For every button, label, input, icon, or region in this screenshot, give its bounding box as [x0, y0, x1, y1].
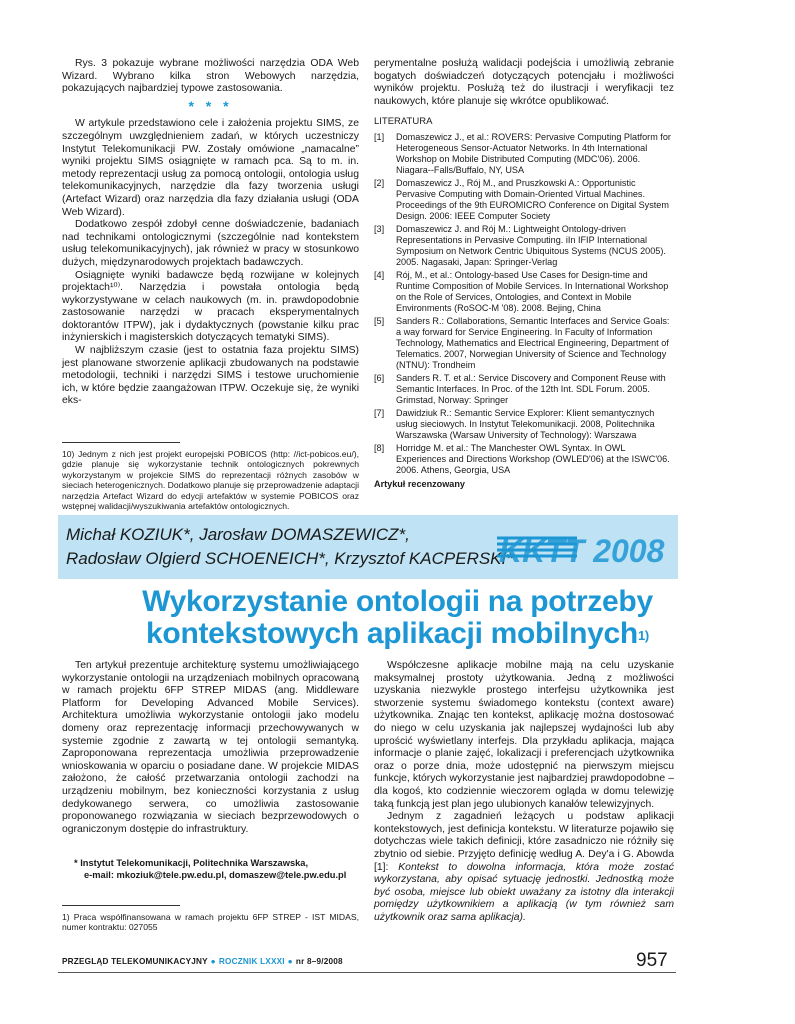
journal-footer	[62, 957, 343, 966]
reference-number: [2]	[374, 177, 385, 188]
title-footnote-mark: 1)	[637, 628, 649, 643]
authors-line: Radosław Olgierd SCHOENEICH*, Krzysztof KACPERSKI*	[66, 549, 513, 568]
intro-paragraph: Rys. 3 pokazuje wybrane możliwości narzędzia ODA Web Wizard. Wybrano kilka stron Webowych narzędzia, pokazujących najbardziej typowe zastosowania.	[62, 58, 359, 95]
bullet-icon: ●	[287, 957, 293, 966]
authors-line: Michał KOZIUK*, Jarosław DOMASZEWICZ*,	[66, 525, 410, 544]
footnote-divider	[62, 442, 180, 443]
reference-text: Sanders R.: Collaborations, Semantic Interfaces and Service Goals: a way forward for Service Engineering. In Faculty of Information Technology, Mathematics and Electrical Engineering, Department of Telematics. 2007, Norwegian University of Science and Technology (NTNU): Trondheim	[396, 315, 670, 370]
reference-item	[374, 408, 674, 441]
reference-number: [5]	[374, 315, 385, 326]
paragraph: perymentalne posłużą walidacji podejścia i umożliwią zebranie bogatych doświadczeń dotyczących potencjału i możliwości wyników projektu. Posłużą też do ilustracji i weryfikacji tez naukowych, które planuje się wkrótce opublikować.	[374, 58, 674, 107]
logo-text: KKTT 2008	[499, 533, 665, 568]
paragraph: Współczesne aplikacje mobilne mają na celu uzyskanie maksymalnej prostoty użytkowania. Jedną z możliwości uzyskania niezwykle prostego interfejsu użytkownika jest stworzenie systemu świadomego kontekstu (context aware) użytkownika. Znając ten kontekst, aplikację można dostosować do niego w celu uzyskania jak najlepszej wydajności lub aby uprościć wyświetlany interfejs. Dla przykładu aplikacja, mająca informacje o planie zajęć, lokalizacji i preferencjach użytkownika oraz o porze dnia, może udostępnić na pierwszym miejscu funkcje, których wykorzystanie jest najbardziej prawdopodobne – dla kogoś, kto codziennie wieczorem ogląda w domu telewizję taką funkcją jest plan jego ulubionych kanałów telewizyjnych.	[374, 660, 674, 810]
section-separator: * * *	[188, 97, 233, 114]
reference-item	[374, 270, 674, 314]
title-line: kontekstowych aplikacji mobilnych	[146, 617, 638, 650]
footnote-divider	[62, 905, 180, 906]
reference-item	[374, 373, 674, 406]
journal-volume: ROCZNIK LXXXI	[218, 957, 285, 966]
reference-text: Domaszewicz J., Rój M., and Pruszkowski A.: Opportunistic Pervasive Computing with Domain-Oriented Virtual Machines. Proceedings of the 9th EUROMICRO Conference on Digital System Design. 2006: IEEE Computer Society	[396, 177, 669, 221]
footnote-10: 10) Jednym z nich jest projekt europejski POBICOS (http: //ict-pobicos.eu/), gdzie planuje się wykorzystanie technik ontologicznych pokrewnych wykorzystanym w projekcie SIMS do reprezentacji różnych zasobów w sieciach heterogenicznych. Dodatkowo planuje się przeprowadzenie adaptacji narzędzia Artefact Wizard do edycji artefaktów w systemie POBICOS oraz wstępnej walidacji/wyszukiwania artefaktów ontologicznych.	[62, 449, 359, 512]
definition-quote: Kontekst to dowolna informacja, która może zostać wykorzystana, aby opisać sytuację jednostki. Jednostką może być osoba, miejsce lub obiekt uważany za istotny dla interakcji pomiędzy użytkownikiem a aplikacją (w tym również sam użytkownik oraz sama aplikacja).	[374, 861, 675, 923]
authors	[66, 523, 513, 571]
reference-text: Domaszewicz J., et al.: ROVERS: Pervasive Computing Platform for Heterogeneous Sensor-Actuator Networks. In 4th International Workshop on Mobile Distributed Computing (MDC'06). 2006. Niagara--Falls/Buffalo, NY, USA	[396, 131, 671, 175]
reference-text: Sanders R. T. et al.: Service Discovery and Component Reuse with Semantic Interfaces. In Proc. of the 12th Int. SDL Forum. 2005. Grimstad, Norway: Springer	[396, 372, 666, 405]
reference-item	[374, 224, 674, 268]
reference-text: Horridge M. et al.: The Manchester OWL Syntax. In OWL Experiences and Directions Workshop (OWLED'06) at the ISWC'06. 2006. Athens, Georgia, USA	[396, 442, 670, 475]
page-number: 957	[636, 950, 668, 971]
paragraph: W najbliższym czasie (jest to ostatnia faza projektu SIMS) jest planowane stworzenie aplikacji zbudowanych na podstawie metodologii, techniki i narzędzi SIMS i testowe uruchomienie ich, w które będzie zaangażowan ITPW. Oczekuje się, że wyniki eks-	[62, 345, 359, 407]
footnote-1: 1) Praca współfinansowana w ramach projektu 6FP STREP - IST MIDAS, numer kontraktu: 027055	[62, 912, 359, 933]
article-left-column	[62, 660, 359, 836]
paragraph: Dodatkowo zespół zdobył cenne doświadczenie, badaniach nad technikami ontologicznymi (szczególnie nad kontekstem usług telekomunikacyjnych), jak również w pracy w stosunkowo dużych, międzynarodowych projektach badawczych.	[62, 219, 359, 268]
reference-number: [7]	[374, 407, 385, 418]
reference-number: [8]	[374, 442, 385, 453]
affiliation	[74, 858, 346, 881]
footer-rule	[58, 972, 676, 973]
reference-item	[374, 132, 674, 176]
conference-logo	[497, 528, 669, 568]
reference-number: [6]	[374, 372, 385, 383]
abstract-paragraph: Ten artykuł prezentuje architekturę systemu umożliwiającego wykorzystanie ontologii na urządzeniach mobilnych opracowaną w ramach projektu 6FP STREP MIDAS (ang. Middleware Platform for Developing Advanced Mobile Services). Architektura umożliwia wykorzystanie ontologii jako modelu domeny oraz reprezentację informacji przechowywanych w systemie zgodnie z zawartą w tej ontologii semantyką. Zaproponowana reprezentacja umożliwia przeprowadzenie wnioskowania w oparciu o posiadane dane. W projekcie MIDAS założono, że całość przetwarzania ontologii zachodzi na urządzeniu mobilnym, bez konieczności korzystania z usług dedykowanego serwera, co umożliwia zastosowanie proponowanego rozwiązania w sieciach bezprzewodowych o ograniczonym dostępie do infrastruktury.	[62, 660, 359, 835]
paragraph: W artykule przedstawiono cele i założenia projektu SIMS, ze szczególnym uwzględnieniem zadań, w których uczestniczy Instytut Telekomunikacji PW. Zostały omówione „namacalne” wyniki projektu SIMS osiągnięte w ramach pca. Są to m. in. metody reprezentacji usług za pomocą ontologii, ontologia usług telekomunikacyjnych, narzędzie dla fazy tworzenia usługi (Artefact Wizard) oraz narzędzia dla fazy działania usługi (ODA Web Wizard).	[62, 118, 359, 218]
top-left-column	[62, 58, 359, 408]
article-right-column	[374, 660, 674, 924]
reference-number: [1]	[374, 131, 385, 142]
references-heading: LITERATURA	[374, 116, 433, 128]
reference-text: Domaszewicz J. and Rój M.: Lightweight Ontology-driven Representations in Pervasive Computing. iIn IFIP International Symposium on Network Centric Ubiquitous Systems (NCUS 2005). 2005. Nagasaki, Japan: Springer-Verlag	[396, 223, 666, 267]
reviewed-note: Artykuł recenzowany	[374, 478, 465, 489]
references-list	[374, 132, 674, 476]
bullet-icon: ●	[210, 957, 216, 966]
paragraph: Osiągnięte wyniki badawcze będą rozwijane w kolejnych projektach¹⁰⁾. Narzędzia i powstała ontologia będą wykorzystywane w celach naukowych (m. in. prawdopodobnie zastosowanie narzędzi w pracach eksperymentalnych doktorantów ITPW), jak i dydaktycznych (powstanie kilku prac inżynierskich i magisterskich dotyczących tematyki SIMS).	[62, 269, 359, 344]
affiliation-line: * Instytut Telekomunikacji, Politechnika Warszawska,	[74, 858, 309, 868]
reference-text: Dawidziuk R.: Semantic Service Explorer: Klient semantycznych usług sieciowych. In Instytut Telekomunikacji. 2008, Politechnika Warszawska (Warsaw University of Technology): Warszawa	[396, 407, 655, 440]
top-right-column	[374, 58, 674, 491]
journal-issue: nr 8–9/2008	[295, 957, 343, 966]
reference-item	[374, 443, 674, 476]
reference-item	[374, 316, 674, 371]
article-title	[0, 586, 795, 650]
journal-name: PRZEGLĄD TELEKOMUNIKACYJNY	[62, 957, 208, 966]
affiliation-email: e-mail: mkoziuk@tele.pw.edu.pl, domaszew@tele.pw.edu.pl	[84, 869, 347, 880]
reference-number: [3]	[374, 223, 385, 234]
reference-number: [4]	[374, 269, 385, 280]
reference-item	[374, 178, 674, 222]
reference-text: Rój, M., et al.: Ontology-based Use Cases for Design-time and Runtime Composition of Mobile Services. In International Workshop on the Role of Services, Ontologies, and Context in Mobile Environments (RoSOC-M '08). 2008. Bejing, China	[396, 269, 669, 313]
definition-intro: Jednym z zagadnień leżących u podstaw aplikacji kontekstowych, jest definicja kontekstu. W literaturze pojawiło się dotychczas wiele takich definicji, które zasadniczo nie różniły się zbytnio od siebie. Przyjęto definicję według A. Dey'a i G. Abowda [1]:	[374, 811, 674, 873]
title-line: Wykorzystanie ontologii na potrzeby	[142, 585, 653, 618]
paragraph	[374, 811, 674, 924]
